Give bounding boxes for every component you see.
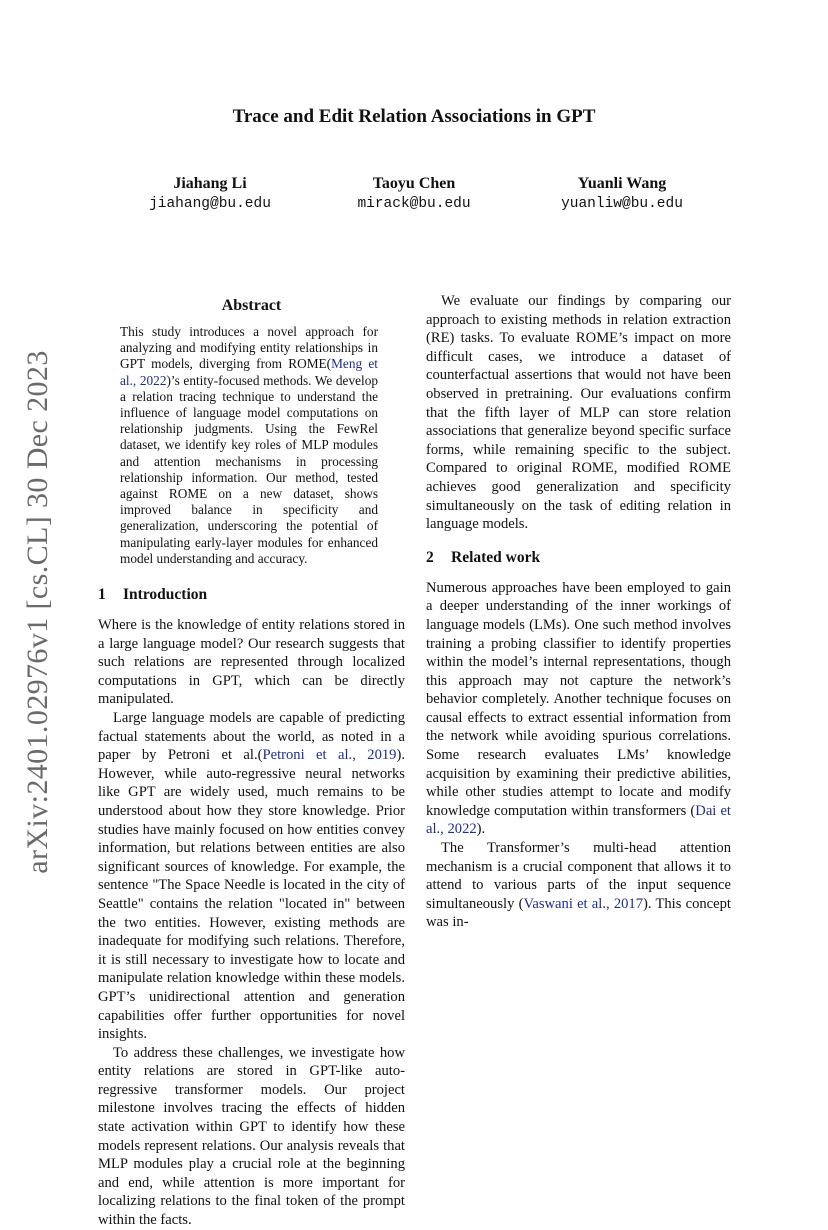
section-number: 2: [426, 548, 434, 566]
paragraph: [98, 709, 405, 1044]
author-email[interactable]: mirack@bu.edu: [357, 196, 471, 212]
section-heading-related-work: [426, 548, 731, 568]
paragraph: [426, 579, 731, 839]
citation-link[interactable]: Petroni et al., 2019: [262, 747, 397, 764]
section-title: Introduction: [123, 586, 208, 604]
author-name: Taoyu Chen: [372, 175, 456, 192]
citation-link[interactable]: Meng et al., 2022: [120, 356, 378, 388]
abstract-text: [120, 324, 378, 567]
paper-title: Trace and Edit Relation Associations in GPT: [232, 106, 596, 127]
paragraph: We evaluate our findings by comparing our approach to existing methods in relation extraction (RE) tasks. To evaluate ROME’s impact on more difficult cases, we introduce a dataset of counterfactual assertions that would not have been observed in pretraining. Our evaluations confirm that the fifth layer of MLP can store relation associations that generalize beyond specific surface forms, while remaining specific to the subject. Compared to original ROME, modified ROME achieves good generalization and specificity simultaneously on the task of editing relation in language models.: [426, 293, 731, 533]
author-email[interactable]: jiahang@bu.edu: [149, 196, 271, 212]
paragraph-continued: To address these challenges, we investigate how entity relations are stored in GPT-like auto-regressive transformer models. Our project milestone involves tracing the effects of hidden state activation within GPT to identify how these models represent relations. Our analysis reveals that MLP modules play a crucial role at the beginning and end, while attention is more important for localizing relations to the final token of the prompt within the facts.: [98, 1044, 405, 1229]
author-name: Yuanli Wang: [577, 175, 667, 192]
section-number: 1: [98, 586, 106, 604]
abstract-heading: Abstract: [221, 297, 282, 314]
author-3: [522, 174, 722, 214]
paragraph-text: ). However, while auto-regressive neural networks like GPT are widely used, much remains to be understood about how they store knowledge. Prior studies have mainly focused on how entities convey information, but relations between entities are also significant sources of knowledge. For example, the sentence "The Space Needle is located in the city of Seattle" contains the relation "located in" between the two entities. However, existing methods are inadequate for modifying such relations. Therefore, it is still necessary to investigate how to locate and manipulate relation knowledge within these models. GPT’s unidirectional attention and generation capabilities offer further opportunities for novel insights.: [98, 747, 405, 1043]
paragraph-text: The Transformer’s multi-head attention mechanism is a crucial component that allows it to attend to various parts of the input sequence simultaneously (: [426, 840, 731, 912]
paragraph: [426, 839, 731, 932]
author-1: [110, 174, 310, 214]
paragraph-text: ). This concept was in-: [426, 895, 731, 931]
paragraph-text: Numerous approaches have been employed to gain a deeper understanding of the inner workings of language models (LMs). One such method involves training a probing classifier to identify properties within the model’s internal representations, though this approach may not capture the network’s behavior completely. Another technique focuses on causal effects to extract essential information from the network while avoiding spurious correlations. Some research evaluates LMs’ knowledge acquisition by examining their predictive abilities, while other studies attempt to locate and modify knowledge computation within transformers (: [426, 579, 731, 819]
section-title: Related work: [451, 548, 541, 566]
citation-link[interactable]: Dai et al., 2022: [426, 802, 731, 838]
right-column: [426, 293, 731, 932]
author-email[interactable]: yuanliw@bu.edu: [561, 196, 683, 212]
author-name: Jiahang Li: [173, 175, 247, 192]
paragraph: Where is the knowledge of entity relations stored in a large language model? Our research suggests that such relations are represented through localized computations in GPT, which can be directly manipulated.: [98, 617, 405, 708]
arxiv-identifier-stamp: arXiv:2401.02976v1 [cs.CL] 30 Dec 2023: [21, 350, 54, 874]
abstract-text-part: This study introduces a novel approach for analyzing and modifying entity relationships in GPT models, diverging from ROME(: [120, 324, 378, 372]
section-heading-introduction: [98, 585, 405, 605]
author-2: [314, 174, 514, 214]
paragraph-text: ).: [476, 821, 486, 838]
citation-link[interactable]: Vaswani et al., 2017: [523, 895, 644, 912]
paragraph-text: Large language models are capable of predicting factual statements about the world, as noted in a paper by Petroni et al.(: [98, 710, 405, 764]
left-column: [98, 296, 405, 1230]
abstract-text-part: )’s entity-focused methods. We develop a relation tracing technique to understand the influence of language model computations on relationship judgments. Using the FewRel dataset, we identify key roles of MLP modules and attention mechanisms in processing relationship information. Our method, tested against ROME on a new dataset, shows improved balance in specificity and generalization, underscoring the potential of manipulating early-layer modules for enhanced model understanding and accuracy.: [120, 372, 378, 566]
